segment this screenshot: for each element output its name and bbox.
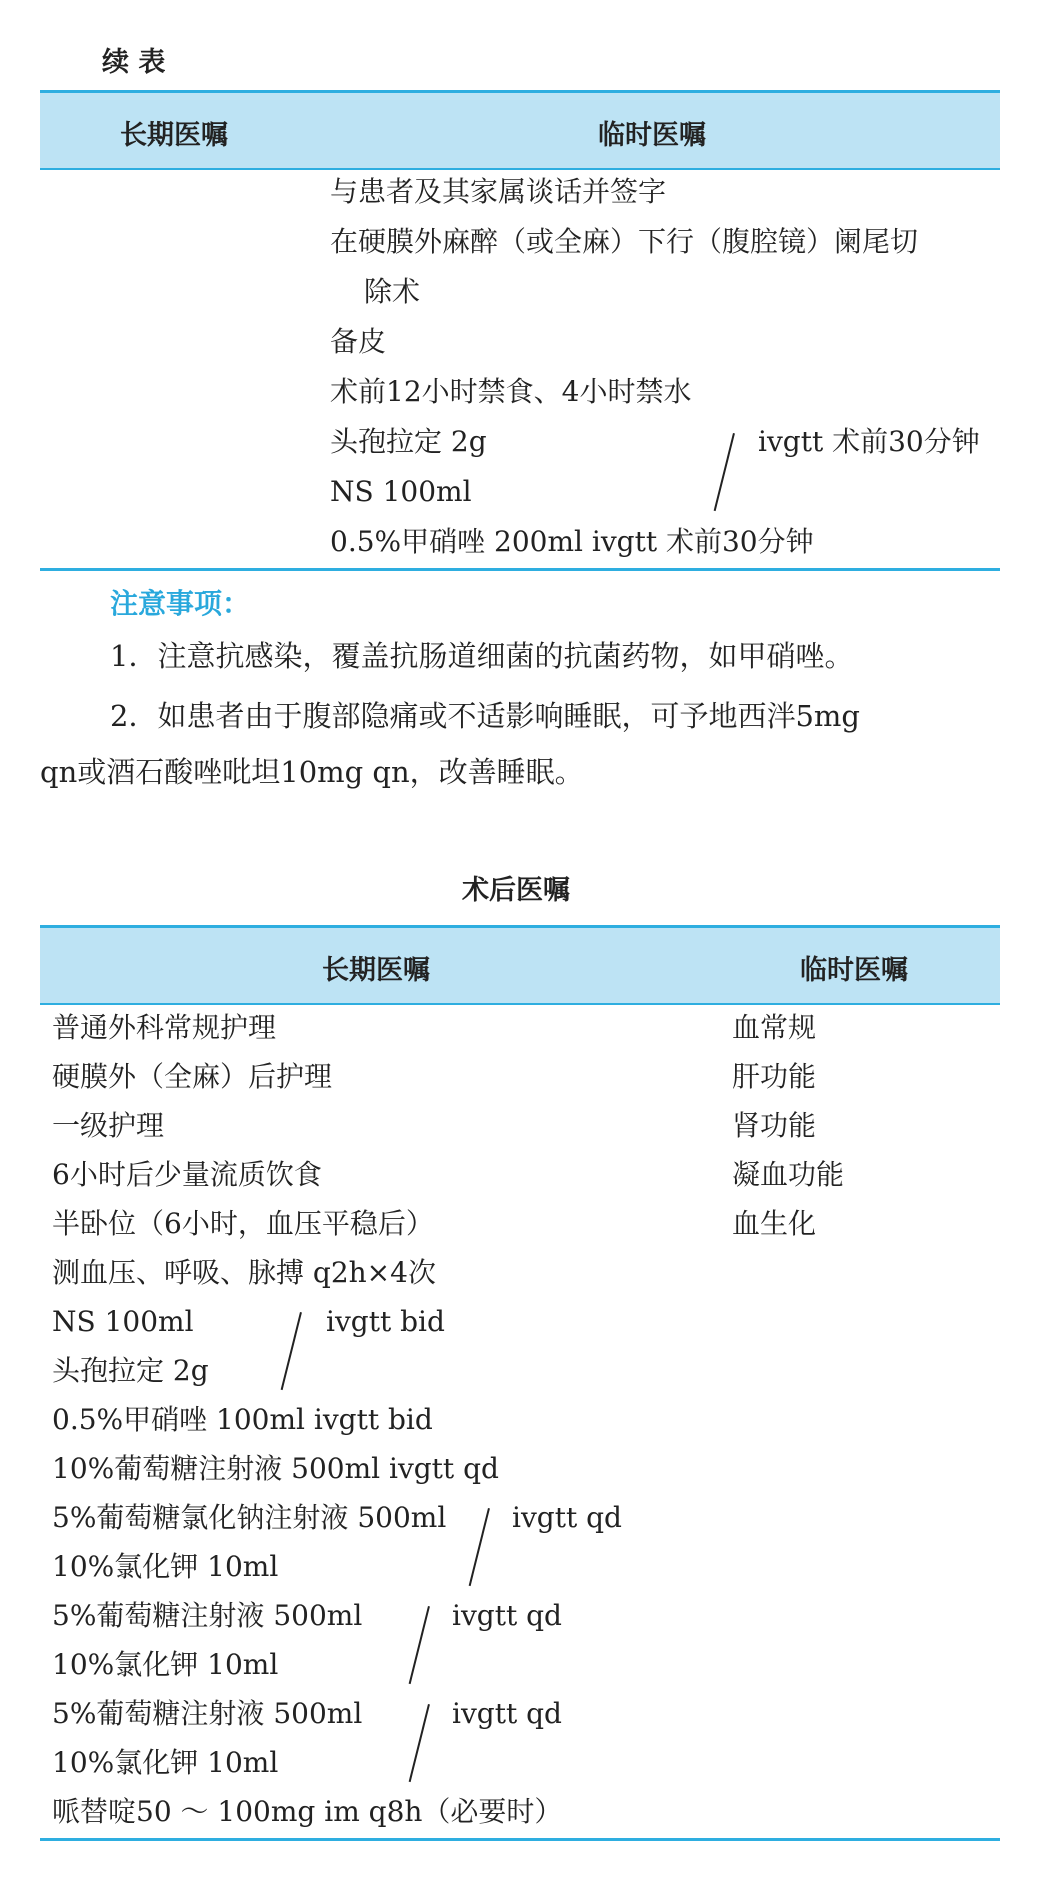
brace-slash (469, 1508, 490, 1586)
list-item: 术前12小时禁食、4小时禁水 (330, 375, 692, 408)
list-item: 血生化 (732, 1207, 817, 1240)
brace-note: ivgtt 术前30分钟 (758, 425, 980, 458)
continued-label: 续 表 (102, 47, 166, 78)
brace-slash (281, 1312, 302, 1390)
preop-col-long: 长期医嘱 (120, 120, 228, 151)
list-item: NS 100ml (330, 475, 472, 508)
list-item: 头孢拉定 2g (52, 1354, 209, 1387)
brace-slash (409, 1704, 430, 1782)
list-item: NS 100ml (52, 1305, 194, 1338)
preop-table-bottom-rule (40, 568, 1000, 571)
list-item: 备皮 (330, 325, 387, 358)
brace-slash (714, 433, 735, 511)
brace-note: ivgtt qd (512, 1501, 622, 1534)
list-item: 10%葡萄糖注射液 500ml ivgtt qd (52, 1452, 499, 1485)
postop-col-long: 长期医嘱 (322, 955, 430, 986)
preop-table-header (40, 90, 1000, 170)
list-item: 肝功能 (732, 1060, 817, 1093)
list-item: 10%氯化钾 10ml (52, 1746, 279, 1779)
list-item: 半卧位（6小时，血压平稳后） (52, 1207, 434, 1240)
list-item: 10%氯化钾 10ml (52, 1648, 279, 1681)
list-item: 测血压、呼吸、脉搏 q2h×4次 (52, 1256, 436, 1289)
list-item: 头孢拉定 2g (330, 425, 487, 458)
list-item: 一级护理 (52, 1109, 165, 1142)
note-item-2-line-1: 2．如患者由于腹部隐痛或不适影响睡眠，可予地西泮5mg (110, 699, 860, 733)
list-item: 5%葡萄糖氯化钠注射液 500ml (52, 1501, 447, 1534)
list-item: 10%氯化钾 10ml (52, 1550, 279, 1583)
list-item: 凝血功能 (732, 1158, 845, 1191)
postop-title: 术后医嘱 (462, 875, 570, 906)
list-item: 0.5%甲硝唑 100ml ivgtt bid (52, 1403, 433, 1436)
brace-note: ivgtt qd (452, 1599, 562, 1632)
note-item-1: 1．注意抗感染，覆盖抗肠道细菌的抗菌药物，如甲硝唑。 (110, 639, 854, 673)
list-item: 哌替啶50 ～ 100mg im q8h（必要时） (52, 1795, 563, 1828)
list-item: 5%葡萄糖注射液 500ml (52, 1697, 363, 1730)
list-item: 与患者及其家属谈话并签字 (330, 175, 667, 208)
note-item-2-line-2: qn或酒石酸唑吡坦10mg qn，改善睡眠。 (40, 755, 584, 789)
list-item: 6小时后少量流质饮食 (52, 1158, 322, 1191)
list-item: 5%葡萄糖注射液 500ml (52, 1599, 363, 1632)
postop-table-header (40, 925, 1000, 1005)
list-item: 除术 (364, 275, 421, 308)
list-item: 在硬膜外麻醉（或全麻）下行（腹腔镜）阑尾切 (330, 225, 919, 258)
preop-col-temp: 临时医嘱 (598, 120, 706, 151)
list-item: 肾功能 (732, 1109, 817, 1142)
postop-col-temp: 临时医嘱 (800, 955, 908, 986)
list-item: 血常规 (732, 1011, 817, 1044)
brace-note: ivgtt qd (452, 1697, 562, 1730)
list-item: 普通外科常规护理 (52, 1011, 277, 1044)
notes-title: 注意事项： (110, 587, 251, 620)
list-item: 硬膜外（全麻）后护理 (52, 1060, 333, 1093)
brace-note: ivgtt bid (326, 1305, 445, 1338)
brace-slash (409, 1606, 430, 1684)
postop-table-bottom-rule (40, 1838, 1000, 1841)
list-item: 0.5%甲硝唑 200ml ivgtt 术前30分钟 (330, 525, 814, 558)
